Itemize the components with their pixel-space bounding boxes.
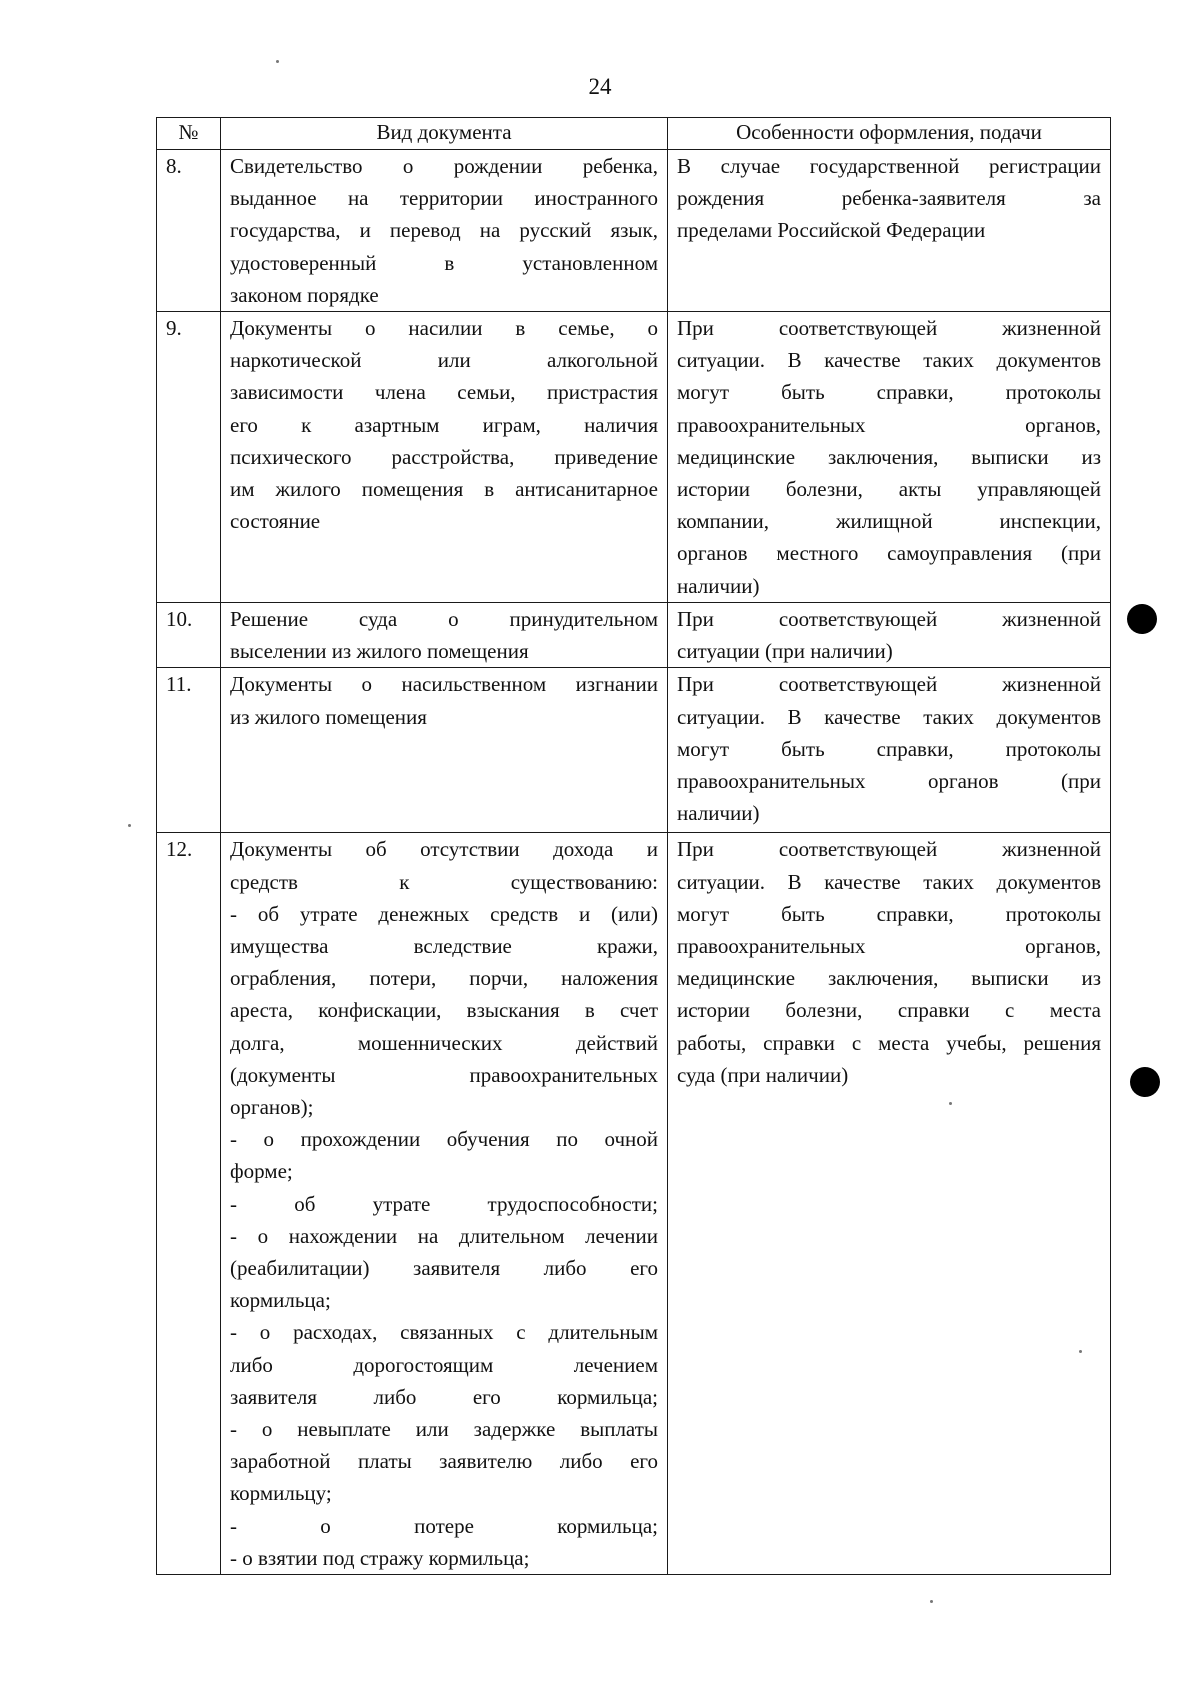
table-row: [157, 833, 1111, 1575]
document-type-line: ограбления, потери, порчи, наложения: [230, 966, 658, 991]
submission-details-line: компании, жилищной инспекции,: [677, 509, 1101, 534]
table-header-row: [157, 118, 1111, 150]
submission-details-cell: [668, 603, 1111, 668]
document-type-cell: [221, 668, 668, 833]
document-type-cell: [221, 833, 668, 1575]
submission-details-line: При соответствующей жизненной: [677, 607, 1101, 632]
page-number: 24: [588, 74, 612, 99]
document-type-line: - об утрате денежных средств и (или): [230, 901, 658, 926]
submission-details-line: пределами Российской Федерации: [677, 218, 986, 243]
document-type-line: психического расстройства, приведение: [230, 444, 658, 469]
submission-details-line: ситуации. В качестве таких документов: [677, 704, 1101, 729]
document-type-cell: [221, 150, 668, 312]
document-type-line: выданное на территории иностранного: [230, 186, 658, 211]
document-type-line: либо дорогостоящим лечением: [230, 1352, 658, 1377]
document-type-line: средств к существованию:: [230, 869, 658, 894]
document-type-line: наркотической или алкогольной: [230, 348, 658, 373]
submission-details-line: В случае государственной регистрации: [677, 154, 1101, 178]
document-type-cell: [221, 603, 668, 668]
submission-details-line: истории болезни, справки с места: [677, 998, 1101, 1023]
submission-details-line: рождения ребенка-заявителя за: [677, 186, 1101, 211]
document-type-line: - о нахождении на длительном лечении: [230, 1223, 658, 1248]
submission-details-line: наличии): [677, 573, 760, 598]
row-number: 11.: [157, 668, 221, 833]
document-type-line: удостоверенный в установленном: [230, 250, 658, 275]
document-type-line: Документы о насильственном изгнании: [230, 672, 658, 697]
document-type-cell: [221, 312, 668, 603]
submission-details-line: При соответствующей жизненной: [677, 837, 1101, 862]
scan-speck: [1079, 1350, 1082, 1353]
hole-punch-mark: [1130, 1067, 1160, 1097]
document-type-line: состояние: [230, 509, 321, 534]
document-type-line: (реабилитации) заявителя либо его: [230, 1256, 658, 1281]
submission-details-line: наличии): [677, 801, 760, 826]
submission-details-line: правоохранительных органов (при: [677, 769, 1101, 794]
document-type-line: зависимости члена семьи, пристрастия: [230, 380, 658, 405]
document-type-line: законом порядке: [230, 282, 379, 307]
scan-speck: [128, 824, 131, 827]
document-type-line: форме;: [230, 1159, 293, 1184]
document-type-line: - о взятии под стражу кормильца;: [230, 1545, 530, 1570]
submission-details-cell: [668, 833, 1111, 1575]
document-type-line: - о невыплате или задержке выплаты: [230, 1417, 658, 1442]
row-number: 12.: [157, 833, 221, 1575]
document-type-line: им жилого помещения в антисанитарное: [230, 477, 658, 502]
document-type-line: его к азартным играм, наличия: [230, 412, 658, 437]
scan-speck: [276, 60, 279, 63]
submission-details-line: При соответствующей жизненной: [677, 316, 1101, 341]
document-type-line: кормильца;: [230, 1288, 331, 1313]
document-type-line: имущества вследствие кражи,: [230, 934, 658, 959]
scan-speck: [930, 1600, 933, 1603]
row-number: 8.: [157, 150, 221, 312]
submission-details-cell: [668, 668, 1111, 833]
document-type-line: выселении из жилого помещения: [230, 639, 529, 664]
document-type-line: государства, и перевод на русский язык,: [230, 218, 658, 243]
documents-table: [156, 117, 1111, 1575]
submission-details-line: органов местного самоуправления (при: [677, 541, 1101, 566]
submission-details-line: правоохранительных органов,: [677, 934, 1101, 959]
document-type-line: ареста, конфискации, взыскания в счет: [230, 998, 658, 1023]
document-type-line: - о прохождении обучения по очной: [230, 1127, 658, 1152]
document-type-line: (документы правоохранительных: [230, 1062, 658, 1087]
table-row: [157, 312, 1111, 603]
submission-details-line: могут быть справки, протоколы: [677, 736, 1101, 761]
submission-details-cell: [668, 150, 1111, 312]
submission-details-line: медицинские заключения, выписки из: [677, 966, 1101, 991]
row-number: 9.: [157, 312, 221, 603]
document-type-line: Документы об отсутствии дохода и: [230, 837, 658, 862]
submission-details-line: работы, справки с места учебы, решения: [677, 1030, 1101, 1055]
document-type-line: - об утрате трудоспособности;: [230, 1191, 658, 1216]
document-type-line: Решение суда о принудительном: [230, 607, 658, 632]
header-number: №: [157, 118, 221, 150]
submission-details-line: ситуации. В качестве таких документов: [677, 869, 1101, 894]
document-type-line: заработной платы заявителю либо его: [230, 1449, 658, 1474]
submission-details-line: При соответствующей жизненной: [677, 672, 1101, 697]
submission-details-line: ситуации. В качестве таких документов: [677, 348, 1101, 373]
document-type-line: Документы о насилии в семье, о: [230, 316, 658, 341]
table-row: [157, 668, 1111, 833]
header-document-type: Вид документа: [221, 118, 668, 150]
submission-details-line: медицинские заключения, выписки из: [677, 444, 1101, 469]
document-type-line: - о расходах, связанных с длительным: [230, 1320, 658, 1345]
submission-details-line: суда (при наличии): [677, 1062, 849, 1087]
document-type-line: Свидетельство о рождении ребенка,: [230, 154, 658, 178]
submission-details-line: правоохранительных органов,: [677, 412, 1101, 437]
hole-punch-mark: [1127, 604, 1157, 634]
submission-details-line: могут быть справки, протоколы: [677, 380, 1101, 405]
document-type-line: долга, мошеннических действий: [230, 1030, 658, 1055]
scan-speck: [949, 1102, 952, 1105]
header-submission-details: Особенности оформления, подачи: [668, 118, 1111, 150]
submission-details-line: могут быть справки, протоколы: [677, 901, 1101, 926]
submission-details-cell: [668, 312, 1111, 603]
row-number: 10.: [157, 603, 221, 668]
document-type-line: кормильцу;: [230, 1481, 332, 1506]
table-row: [157, 603, 1111, 668]
document-type-line: заявителя либо его кормильца;: [230, 1384, 658, 1409]
table-row: [157, 150, 1111, 312]
submission-details-line: истории болезни, акты управляющей: [677, 477, 1101, 502]
document-type-line: - о потере кормильца;: [230, 1513, 658, 1538]
document-type-line: органов);: [230, 1095, 314, 1120]
document-type-line: из жилого помещения: [230, 704, 427, 729]
submission-details-line: ситуации (при наличии): [677, 639, 893, 664]
